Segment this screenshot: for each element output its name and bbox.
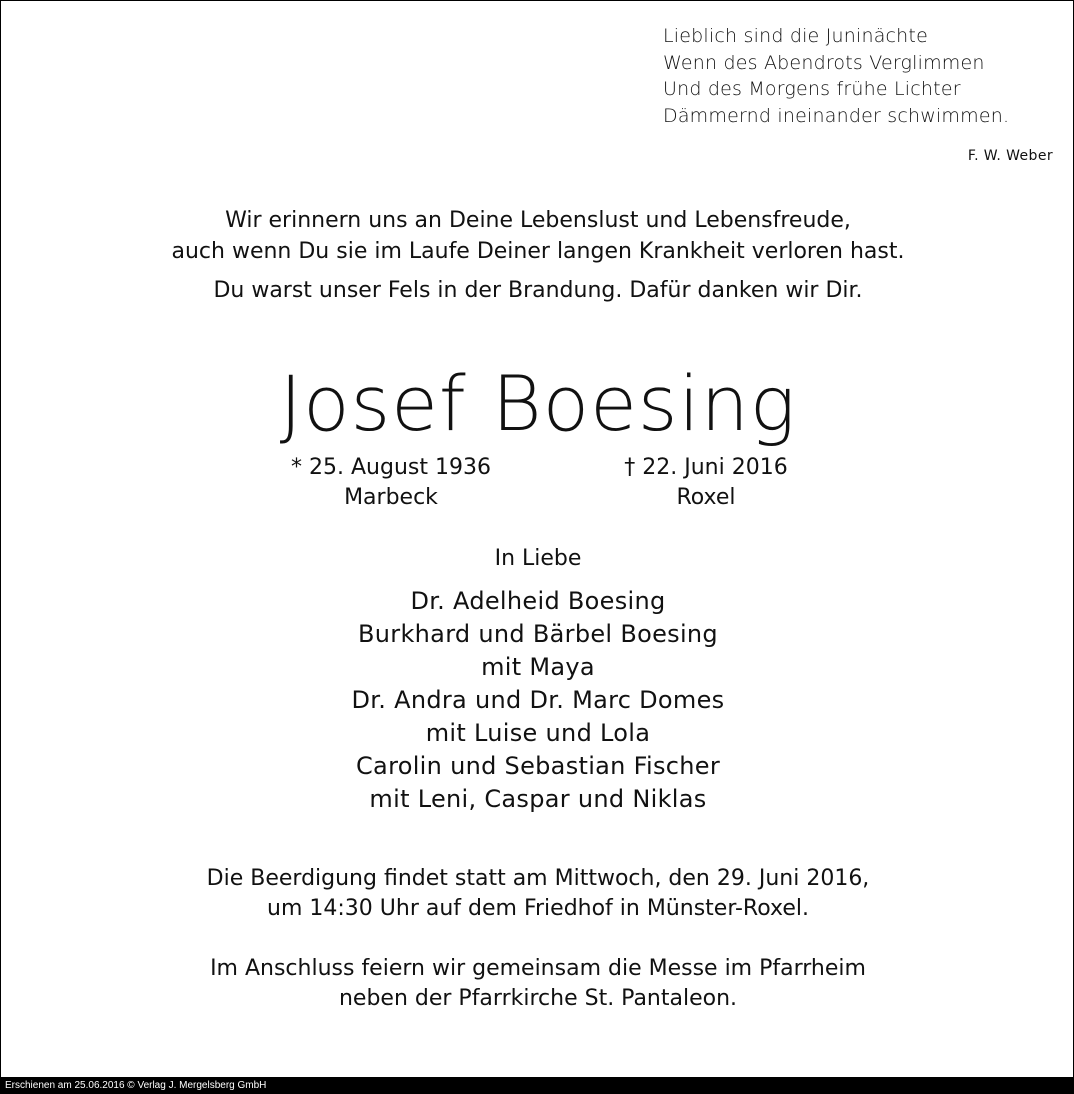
mourners-heading: In Liebe xyxy=(494,546,582,571)
mourner-line: mit Maya xyxy=(481,653,595,681)
death-place: Roxel xyxy=(676,485,736,510)
poem-line: Dämmernd ineinander schwimmen. xyxy=(663,104,1010,127)
death-info xyxy=(586,453,826,513)
poem-line: Wenn des Abendrots Verglimmen xyxy=(663,51,985,74)
mass-line: Im Anschluss feiern wir gemeinsam die Messe im Pfarrheim xyxy=(210,956,866,981)
deceased-name: Josef Boesing xyxy=(279,359,797,448)
funeral-line: Die Beerdigung findet statt am Mittwoch, den 29. Juni 2016, xyxy=(206,866,870,891)
mourner-line: Carolin und Sebastian Fischer xyxy=(356,752,720,780)
poem-author: F. W. Weber xyxy=(967,148,1053,164)
funeral-line: um 14:30 Uhr auf dem Friedhof in Münster-Roxel. xyxy=(267,896,809,921)
mass-info xyxy=(1,954,1074,1014)
intro-line: auch wenn Du sie im Laufe Deiner langen Krankheit verloren hast. xyxy=(171,239,905,264)
mourner-line: Dr. Adelheid Boesing xyxy=(410,587,666,615)
mourner-line: mit Leni, Caspar und Niklas xyxy=(369,785,707,813)
funeral-info xyxy=(1,864,1074,924)
mourner-line: mit Luise und Lola xyxy=(425,719,651,747)
intro-line: Wir erinnern uns an Deine Lebenslust und Lebensfreude, xyxy=(225,208,851,233)
poem-line: Und des Morgens frühe Lichter xyxy=(663,78,961,100)
mourner-line: Dr. Andra und Dr. Marc Domes xyxy=(351,686,725,714)
mourner-line: Burkhard und Bärbel Boesing xyxy=(358,620,718,648)
death-date: † 22. Juni 2016 xyxy=(624,455,788,480)
birth-date: * 25. August 1936 xyxy=(291,455,491,480)
intro-line: Du warst unser Fels in der Brandung. Dafür danken wir Dir. xyxy=(213,278,863,303)
birth-info xyxy=(271,453,511,513)
intro-text xyxy=(1,205,1074,306)
birth-place: Marbeck xyxy=(344,485,438,510)
poem-line: Lieblich sind die Juninächte xyxy=(663,25,928,47)
poem xyxy=(663,23,1009,129)
mass-line: neben der Pfarrkirche St. Pantaleon. xyxy=(338,986,738,1011)
mourners-list xyxy=(1,585,1074,816)
publication-footer: Erschienen am 25.06.2016 © Verlag J. Mergelsberg GmbH xyxy=(0,1077,1074,1094)
